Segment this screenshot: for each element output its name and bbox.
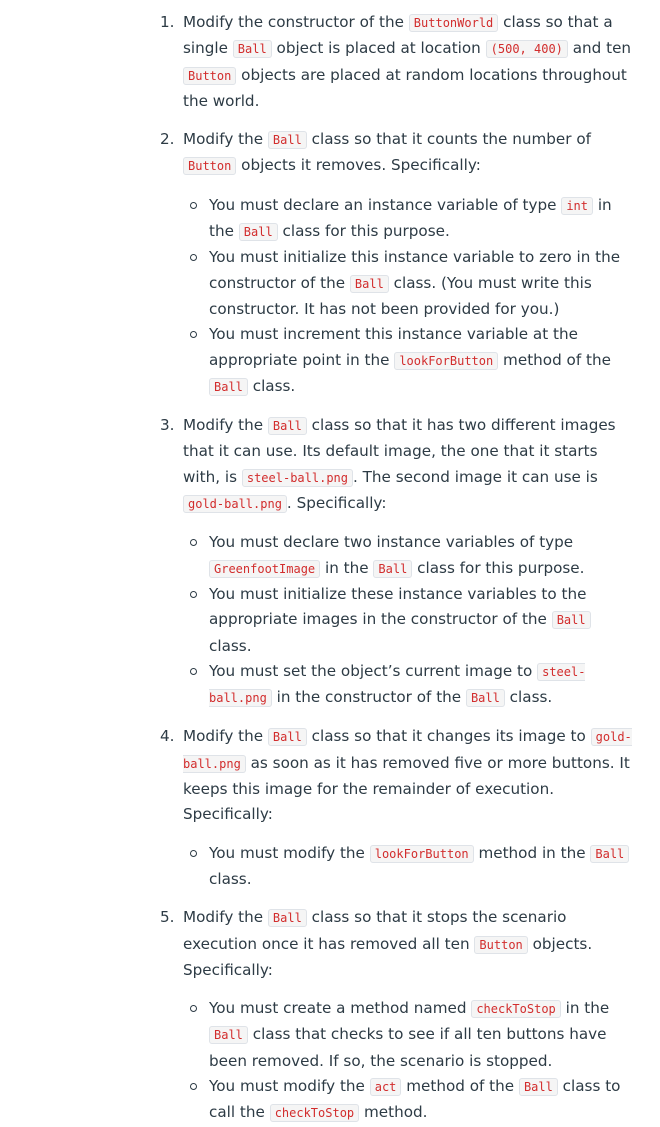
subtask-list	[183, 193, 636, 400]
task-text	[183, 905, 636, 983]
text-segment: in the	[320, 558, 374, 577]
inline-code: steel-ball.png	[242, 469, 353, 487]
inline-code: Ball	[268, 417, 307, 435]
text-segment: class.	[209, 869, 252, 888]
text-segment: You must initialize this instance variable to zero in the constructor of the	[209, 248, 621, 292]
text-segment: class for this purpose.	[412, 558, 585, 577]
text-segment: object is placed at location	[271, 39, 486, 58]
subtask-list	[183, 530, 636, 711]
text-segment: class so that it changes its image to	[306, 727, 591, 746]
text-segment: objects are placed at random locations throughout the world.	[183, 65, 627, 110]
text-segment: class.	[247, 376, 296, 395]
inline-code: checkToStop	[270, 1104, 359, 1122]
text-segment: objects it removes. Specifically:	[236, 156, 481, 175]
subtask-item	[183, 582, 636, 659]
subtask-list	[183, 996, 636, 1126]
text-segment: in the	[560, 999, 610, 1018]
subtask-list	[183, 841, 636, 893]
task-text	[183, 127, 636, 180]
inline-code: Ball	[268, 728, 307, 746]
subtask-item	[183, 1074, 636, 1127]
inline-code: Button	[474, 936, 527, 954]
text-segment: You must modify the	[209, 1076, 370, 1095]
text-segment: method of the	[498, 350, 611, 369]
text-segment: You must initialize these instance variables to the appropriate images in the constructor of the	[209, 584, 587, 629]
text-segment: You must set the object’s current image to	[209, 661, 538, 680]
text-segment: Modify the	[183, 908, 268, 927]
task-number: 3.	[160, 416, 175, 435]
text-segment: You must create a method named	[209, 999, 472, 1018]
text-segment: objects. Specifically:	[183, 934, 593, 979]
inline-code: lookForButton	[370, 845, 474, 863]
subtask-item	[183, 841, 636, 893]
text-segment: Modify the	[183, 727, 268, 746]
inline-code: Button	[183, 157, 236, 175]
text-segment: class.	[209, 636, 252, 655]
inline-code: Ball	[466, 689, 505, 707]
inline-code: Button	[183, 67, 236, 85]
subtask-item	[183, 530, 636, 582]
inline-code: Ball	[268, 909, 307, 927]
text-segment: Modify the constructor of the	[183, 13, 409, 31]
text-segment: in the	[209, 195, 612, 241]
inline-code: Ball	[519, 1078, 558, 1096]
text-segment: class so that it stops the scenario execution once it has removed all ten	[183, 908, 567, 953]
inline-code: Ball	[209, 1026, 248, 1044]
text-segment: You must increment this instance variable at the appropriate point in the	[209, 325, 578, 369]
inline-code: lookForButton	[394, 352, 498, 370]
task-number: 5.	[160, 908, 175, 927]
text-segment: Modify the	[183, 130, 268, 149]
inline-code: Ball	[239, 223, 278, 241]
text-segment: . The second image it can use is	[353, 467, 598, 486]
inline-code: GreenfootImage	[209, 560, 320, 578]
text-segment: class so that it has two different images that it can use. Its default image, the one that it starts with, is	[183, 416, 616, 486]
text-segment: class for this purpose.	[277, 222, 450, 241]
text-segment: class.	[504, 688, 553, 707]
inline-code: Ball	[373, 560, 412, 578]
inline-code: steel-ball.png	[209, 664, 586, 706]
subtask-item	[183, 193, 636, 246]
subtask-item	[183, 245, 636, 322]
text-segment: method of the	[401, 1076, 519, 1095]
inline-code: checkToStop	[471, 1000, 560, 1018]
text-segment: You must modify the	[209, 843, 370, 862]
text-segment: class. (You must write this constructor. It has not been provided for you.)	[209, 273, 592, 318]
text-segment: You must declare an instance variable of type	[209, 195, 562, 214]
text-segment: You must declare two instance variables of type	[209, 533, 574, 552]
task-item	[0, 10, 660, 114]
text-segment: . Specifically:	[286, 494, 387, 513]
inline-code: gold-ball.png	[183, 730, 632, 771]
task-text	[183, 724, 636, 827]
task-item	[0, 724, 660, 892]
inline-code: Ball	[590, 845, 629, 863]
inline-code: gold-ball.png	[183, 495, 287, 513]
inline-code: ButtonWorld	[409, 14, 498, 32]
task-text	[183, 413, 636, 517]
text-segment: method in the	[473, 843, 591, 862]
inline-code: int	[561, 197, 593, 215]
text-segment: and ten	[567, 39, 632, 58]
task-item	[0, 905, 660, 1126]
task-text	[183, 10, 636, 114]
inline-code: Ball	[233, 40, 272, 58]
task-item	[0, 127, 660, 400]
task-number: 4.	[160, 727, 175, 746]
inline-code: act	[370, 1078, 402, 1096]
text-segment: class to call the	[209, 1076, 621, 1122]
subtask-item	[183, 322, 636, 400]
inline-code: Ball	[268, 131, 307, 149]
subtask-item	[183, 659, 636, 712]
text-segment: class so that a single	[183, 13, 613, 58]
subtask-item	[183, 996, 636, 1074]
text-segment: in the constructor of the	[271, 688, 466, 707]
task-item	[0, 413, 660, 711]
text-segment: class so that it counts the number of	[306, 130, 591, 149]
task-number: 2.	[160, 130, 175, 149]
text-segment: class that checks to see if all ten buttons have been removed. If so, the scenario is stopped.	[209, 1025, 607, 1070]
text-segment: as soon as it has removed five or more buttons. It keeps this image for the remainder of execution. Specifically:	[183, 753, 630, 824]
task-number: 1.	[160, 13, 175, 31]
inline-code: Ball	[552, 611, 591, 629]
inline-code: Ball	[209, 378, 248, 396]
inline-code: (500, 400)	[486, 40, 568, 58]
text-segment: method.	[359, 1103, 428, 1122]
inline-code: Ball	[350, 275, 389, 293]
text-segment: Modify the	[183, 416, 268, 435]
